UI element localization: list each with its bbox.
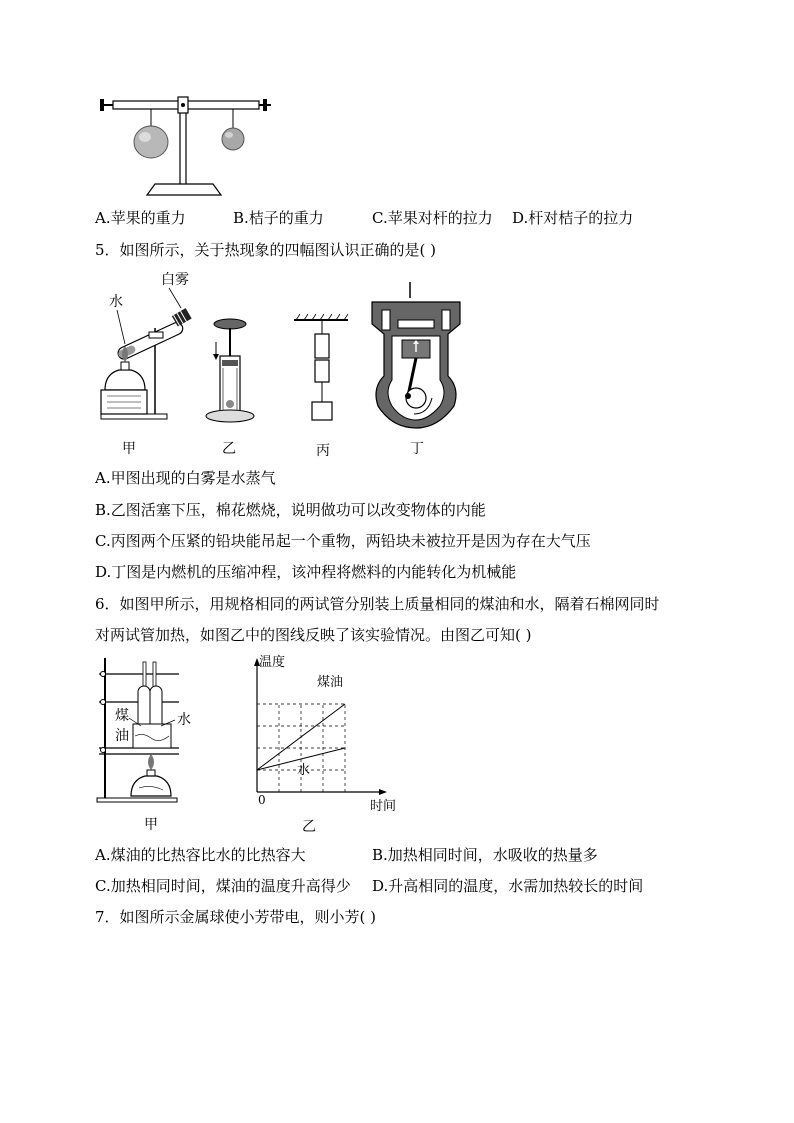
figure-jia-test-tube [95,266,205,422]
caption-q6-yi: 乙 [302,819,316,835]
caption-q6-jia: 甲 [144,817,158,833]
caption-bing: 丙 [316,443,330,459]
q6-option-a: A.煤油的比热容比水的比热容大 [95,846,306,864]
label-kerosene-2: 油 [115,728,129,744]
q5-option-c: C.丙图两个压紧的铅块能吊起一个重物，两铅块未被拉开是因为存在大气压 [95,532,591,550]
chart-grid [257,704,345,792]
label-white-mist: 白雾 [161,272,189,288]
caption-yi: 乙 [222,441,236,457]
figure-yi-cylinder [200,316,260,426]
figure-bing-lead-blocks [292,312,352,427]
q4-option-b: B.桔子的重力 [233,209,324,227]
x-axis-arrow [379,789,387,795]
q5-option-a: A.甲图出现的白雾是水蒸气 [95,469,276,487]
y-axis-label: 温度 [259,655,286,670]
q4-option-c: C.苹果对杆的拉力 [372,209,493,227]
q5-option-d: D.丁图是内燃机的压缩冲程，该冲程将燃料的内能转化为机械能 [95,563,517,581]
label-kerosene-1: 煤 [115,708,129,724]
x-axis-label: 时间 [370,799,397,814]
balance-figure [95,92,275,200]
label-water: 水 [109,294,123,310]
q4-option-d: D.杆对桔子的拉力 [512,209,634,227]
q6-option-c: C.加热相同时间，煤油的温度升高得少 [95,877,351,895]
q7-stem: 7．如图所示金属球使小芳带电，则小芳( ) [95,908,377,926]
origin-label: 0 [258,793,266,807]
q5-option-b: B.乙图活塞下压，棉花燃烧，说明做功可以改变物体的内能 [95,501,486,519]
q6-stem-line2: 对两试管加热，如图乙中的图线反映了该实验情况。由图乙可知( ) [95,626,532,644]
q4-option-a: A.苹果的重力 [95,209,186,227]
temperature-time-chart [245,650,410,818]
caption-ding: 丁 [410,441,424,457]
series-label-1: 水 [297,763,311,778]
figure-q6-jia-apparatus [95,654,205,804]
q6-stem-line1: 6．如图甲所示，用规格相同的两试管分别装上质量相同的煤油和水，隔着石棉网同时 [95,595,660,613]
caption-jia: 甲 [122,441,136,457]
q6-option-b: B.加热相同时间，水吸收的热量多 [372,846,598,864]
figure-ding-engine [368,280,464,430]
label-water: 水 [177,712,191,728]
q6-option-d: D.升高相同的温度，水需加热较长的时间 [372,877,644,895]
q5-stem: 5．如图所示，关于热现象的四幅图认识正确的是( ) [95,241,437,259]
series-label-0: 煤油 [317,675,344,690]
